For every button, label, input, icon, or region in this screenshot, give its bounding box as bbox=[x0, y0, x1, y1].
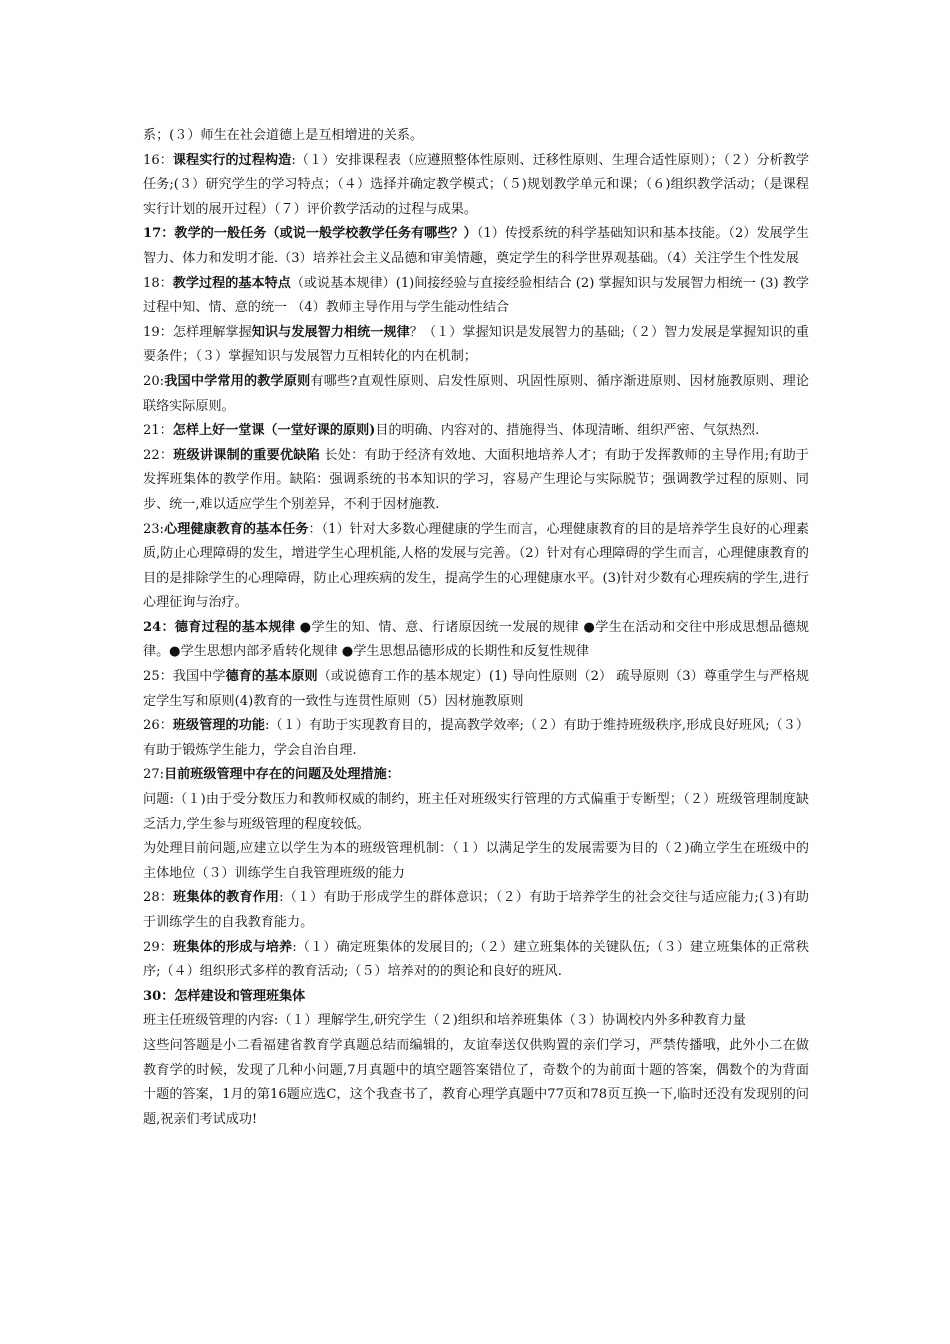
paragraph bbox=[143, 272, 809, 321]
paragraph bbox=[143, 222, 809, 271]
paragraph bbox=[143, 1009, 809, 1034]
text-run: 目的明确、内容对的、措施得当、体现清晰、组织严密、气氛热烈. bbox=[375, 423, 760, 439]
bold-text: 心理健康教育的基本任务 bbox=[164, 521, 309, 537]
text-run: ？（１）掌握知识是发展智力的基础;（２）智力发展是掌握知识的重要条件；（３）掌握知识与发展智力互相转化的内在机制； bbox=[143, 324, 809, 365]
text-run: 问题:（１)由于受分数压力和教师权威的制约，班主任对班级实行管理的方式偏重于专断型；（２）班级管理制度缺乏活力,学生参与班级管理的程度较低。 bbox=[143, 792, 809, 832]
bold-text: 知识与发展智力相统一规律 bbox=[251, 324, 410, 340]
paragraph bbox=[143, 444, 809, 518]
text-run: 班主任班级管理的内容:（１）理解学生,研究学生（２)组织和培养班集体（３）协调校内外多种教育力量 bbox=[143, 1013, 746, 1029]
bold-text: 24：德育过程的基本规律 bbox=[143, 619, 296, 635]
text-run: 19：怎样理解掌握 bbox=[143, 324, 252, 340]
paragraph bbox=[143, 321, 809, 370]
paragraph bbox=[143, 1034, 809, 1132]
paragraph bbox=[143, 837, 809, 886]
bold-text: 我国中学常用的教学原则 bbox=[164, 373, 311, 389]
bold-text: 班集体的教育作用 bbox=[173, 890, 280, 906]
paragraph bbox=[143, 985, 809, 1010]
paragraph bbox=[143, 616, 809, 665]
text-run: 18： bbox=[143, 275, 173, 291]
paragraph bbox=[143, 763, 809, 788]
paragraph bbox=[143, 518, 809, 616]
text-run: 16： bbox=[143, 152, 173, 168]
paragraph bbox=[143, 149, 809, 223]
text-run: 22： bbox=[143, 447, 174, 463]
text-run: :（１）确定班集体的发展目的;（２）建立班集体的关键队伍;（３）建立班集体的正常秩序;（４）组织形式多样的教育活动;（５）培养对的的舆论和良好的班风. bbox=[143, 939, 810, 980]
bold-text: 教学过程的基本特点 bbox=[172, 275, 291, 291]
text-run: :（１）有助于实现教育目的，提高教学效率;（２）有助于维持班级秩序,形成良好班风;（３）有助于锻炼学生能力，学会自治自理. bbox=[143, 718, 809, 758]
paragraph bbox=[143, 886, 809, 935]
bold-text: 课程实行的过程构造 bbox=[172, 152, 292, 168]
text-run: :（１）安排课程表（应遵照整体性原则、迁移性原则、生理合适性原则）；（２）分析教学任务;(３）研究学生的学习特点；（４）选择并确定教学模式；（５)规划教学单元和课；（６)组织教学活动；（是课程实行计划的展开过程）（７）评价教学活动的过程与成果。 bbox=[143, 152, 809, 217]
text-run: 27: bbox=[143, 767, 165, 783]
paragraph bbox=[143, 124, 809, 149]
paragraph bbox=[143, 788, 809, 837]
text-run: （1）传授系统的科学基础知识和基本技能。（2）发展学生智力、体力和发明才能.（3）培养社会主义品德和审美情趣，奠定学生的科学世界观基础。（4）关注学生个性发展 bbox=[143, 226, 809, 266]
bold-text: 17： bbox=[143, 226, 175, 242]
document-body bbox=[143, 124, 809, 1132]
text-run: 长处：有助于经济有效地、大面积地培养人才；有助于发挥教师的主导作用;有助于发挥班集体的教学作用。缺陷：强调系统的书本知识的学习，容易产生理论与实际脱节；强调教学过程的原则、同步、统一,难以适应学生个别差异，不利于因材施教. bbox=[143, 447, 809, 512]
text-run: 这些问答题是小二看福建省教育学真题总结而编辑的，友谊奉送仅供购置的亲们学习，严禁传播哦，此外小二在做教育学的时候，发现了几种小问题,7月真题中的填空题答案错位了，奇数个的为前面十题的答案，偶数个的为背面十题的答案，1月的第16题应选C，这个我查书了，教育心理学真题中77页和78页互换一下,临时还没有发现别的问题,祝亲们考试成功! bbox=[143, 1037, 809, 1127]
text-run: （或说德育工作的基本规定）(1) 导向性原则（2） 疏导原则（3）尊重学生与严格规定学生写和原则(4)教育的一致性与连贯性原则（5）因材施教原则 bbox=[143, 669, 810, 709]
bold-text: 30：怎样建设和管理班集体 bbox=[143, 988, 306, 1004]
paragraph bbox=[143, 714, 809, 763]
text-run: 25：我国中学 bbox=[143, 669, 226, 685]
bold-text: 班集体的形成与培养 bbox=[173, 939, 293, 955]
text-run: 为处理目前问题,应建立以学生为本的班级管理机制：（１）以满足学生的发展需要为目的（２)确立学生在班级中的主体地位（３）训练学生自我管理班级的能力 bbox=[143, 841, 809, 881]
text-run: （或说基本规律）(1)间接经验与直接经验相结合 (2) 掌握知识与发展智力相统一 (3) 教学过程中知、情、意的统一 （4）教师主导作用与学生能动性结合 bbox=[143, 275, 809, 316]
paragraph bbox=[143, 665, 809, 714]
text-run: ●学生的知、情、意、行诸原因统一发展的规律 ●学生在活动和交往中形成思想品德规律。●学生思想内部矛盾转化规律 ●学生思想品德形成的长期性和反复性规律 bbox=[143, 619, 809, 660]
bold-text: 教学的一般任务（或说一般学校教学任务有哪些？） bbox=[174, 226, 477, 242]
bold-text: 怎样上好一堂课（一堂好课的原则) bbox=[172, 423, 376, 439]
bold-text: 班级管理的功能 bbox=[172, 718, 266, 734]
paragraph bbox=[143, 370, 809, 419]
bold-text: 德育的基本原则 bbox=[225, 669, 318, 685]
paragraph bbox=[143, 419, 809, 444]
text-run: 29： bbox=[143, 939, 174, 955]
text-run: ：（1）针对大多数心理健康的学生而言，心理健康教育的目的是培养学生良好的心理素质,防止心理障碍的发生，增进学生心理机能,人格的发展与完善。（2）针对有心理障碍的学生而言，心理健康教育的目的是排除学生的心理障碍，防止心理疾病的发生，提高学生的心理健康水平。(3)针对少数有心理疾病的学生,进行心理征询与治疗。 bbox=[143, 521, 810, 611]
bold-text: 班级讲课制的重要优缺陷 bbox=[173, 447, 320, 463]
text-run: 23: bbox=[143, 521, 165, 537]
bold-text: 目前班级管理中存在的问题及处理措施： bbox=[164, 767, 400, 783]
text-run: 有哪些?直观性原则、启发性原则、巩固性原则、循序渐进原则、因材施教原则、理论联络实际原则。 bbox=[143, 373, 809, 414]
text-run: 28： bbox=[143, 890, 174, 906]
paragraph bbox=[143, 936, 809, 985]
text-run: 26： bbox=[143, 718, 173, 734]
text-run: 20: bbox=[143, 373, 165, 389]
text-run: 21： bbox=[143, 423, 173, 439]
text-run: :（１）有助于形成学生的群体意识；（２）有助于培养学生的社会交往与适应能力;(３)有助于训练学生的自我教育能力。 bbox=[143, 890, 809, 930]
text-run: 系；(３）师生在社会道德上是互相增进的关系。 bbox=[143, 128, 424, 143]
